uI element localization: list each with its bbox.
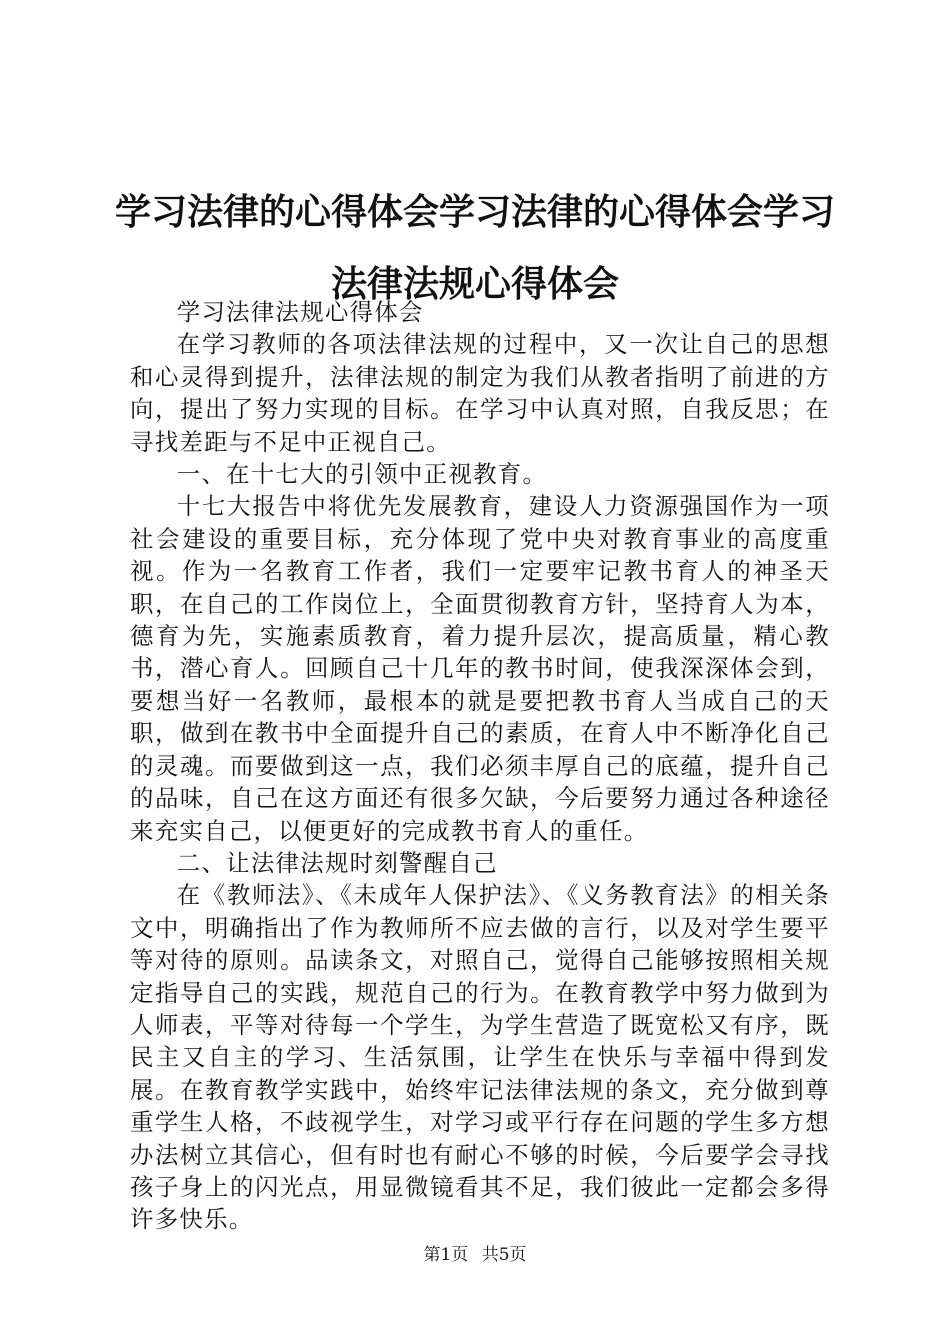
document-body [130,296,830,1236]
section-1-paragraph: 十七大报告中将优先发展教育，建设人力资源强国作为一项社会建设的重要目标，充分体现了党中央对教育事业的高度重视。作为一名教育工作者，我们一定要牢记教书育人的神圣天职，在自己的工作岗位上，全面贯彻教育方针，坚持育人为本，德育为先，实施素质教育，着力提升层次，提高质量，精心教书，潜心育人。回顾自己十几年的教书时间，使我深深体会到，要想当好一名教师，最根本的就是要把教书育人当成自己的天职，做到在教书中全面提升自己的素质，在育人中不断净化自己的灵魂。而要做到这一点，我们必须丰厚自己的底蕴，提升自己的品味，自己在这方面还有很多欠缺，今后要努力通过各种途径来充实自己，以便更好的完成教书育人的重任。 [130,492,830,845]
title-line-1: 学习法律的心得体会学习法律的心得体会学习 [114,191,835,233]
title-line-2: 法律法规心得体会 [330,263,619,305]
page-footer [0,1243,950,1267]
page-total: 共5页 [481,1245,527,1265]
subtitle-paragraph: 学习法律法规心得体会 [176,298,424,326]
section-2-paragraph: 在《教师法》、《未成年人保护法》、《义务教育法》的相关条文中，明确指出了作为教师所不应去做的言行，以及对学生要平等对待的原则。品读条文，对照自己，觉得自己能够按照相关规定指导自己的实践，规范自己的行为。在教育教学中努力做到为人师表，平等对待每一个学生，为学生营造了既宽松又有序，既民主又自主的学习、生活氛围，让学生在快乐与幸福中得到发展。在教育教学实践中，始终牢记法律法规的条文，充分做到尊重学生人格，不歧视学生，对学习或平行存在问题的学生多方想办法树立其信心，但有时也有耐心不够的时候，今后要学会寻找孩子身上的闪光点，用显微镜看其不足，我们彼此一定都会多得许多快乐。 [130,881,830,1234]
intro-paragraph: 在学习教师的各项法律法规的过程中，又一次让自己的思想和心灵得到提升，法律法规的制定为我们从教者指明了前进的方向，提出了努力实现的目标。在学习中认真对照，自我反思；在寻找差距与不足中正视自己。 [130,330,830,456]
page-number: 第1页 [423,1245,469,1265]
section-heading-2: 二、让法律法规时刻警醒自己 [176,848,498,877]
section-heading-1: 一、在十七大的引领中正视教育。 [176,460,548,489]
